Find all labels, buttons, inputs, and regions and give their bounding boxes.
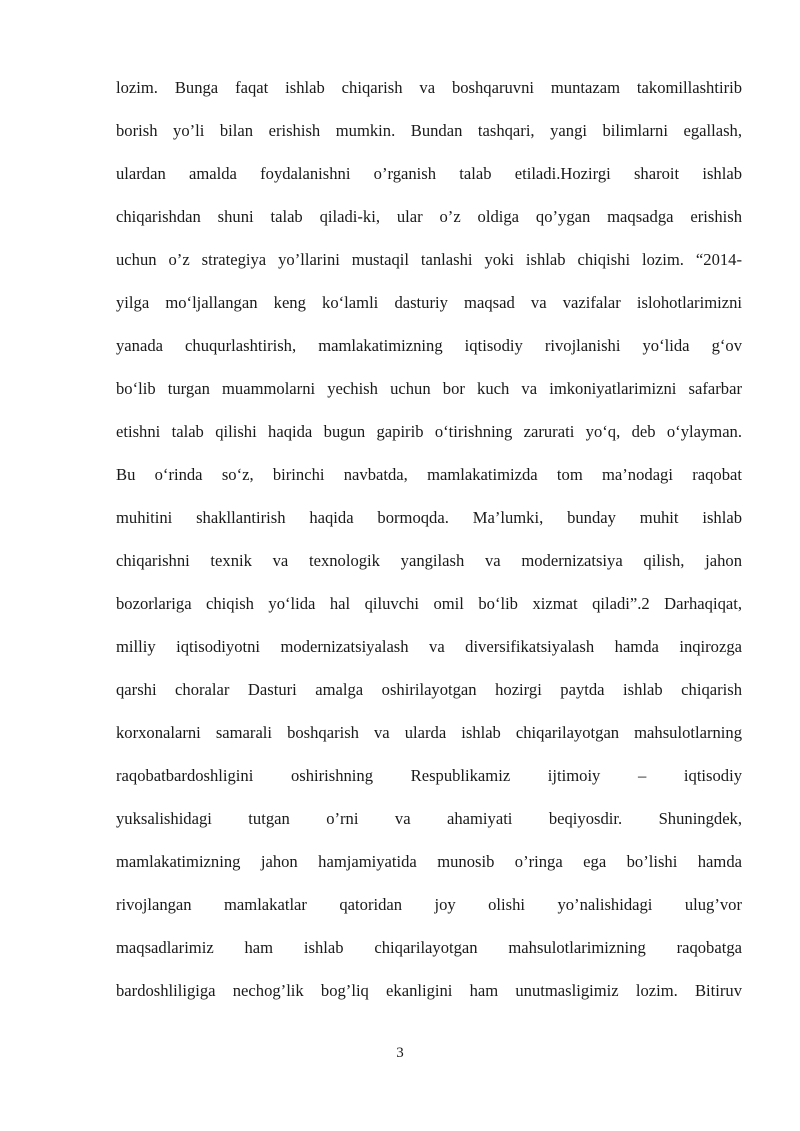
text-line: lozim. Bunga faqat ishlab chiqarish va boshqaruvni muntazam takomillashtirib: [116, 78, 742, 97]
text-line: uchun o’z strategiya yo’llarini mustaqil tanlashi yoki ishlab chiqishi lozim. “2014-: [116, 250, 742, 269]
text-line: yuksalishidagi tutgan o’rni va ahamiyati beqiyosdir. Shuningdek,: [116, 809, 742, 828]
text-line: bardoshliligiga nechog’lik bog’liq ekanligini ham unutmasligimiz lozim. Bitiruv: [116, 981, 742, 1000]
text-line: Bu o‘rinda so‘z, birinchi navbatda, mamlakatimizda tom ma’nodagi raqobat: [116, 465, 742, 484]
text-line: ulardan amalda foydalanishni o’rganish talab etiladi.Hozirgi sharoit ishlab: [116, 164, 742, 183]
text-line: etishni talab qilishi haqida bugun gapirib o‘tirishning zarurati yo‘q, deb o‘ylayman.: [116, 422, 742, 441]
text-line: chiqarishni texnik va texnologik yangilash va modernizatsiya qilish, jahon: [116, 551, 742, 570]
text-line: qarshi choralar Dasturi amalga oshirilayotgan hozirgi paytda ishlab chiqarish: [116, 680, 742, 699]
text-line: bozorlariga chiqish yo‘lida hal qiluvchi omil bo‘lib xizmat qiladi”.2 Darhaqiqat,: [116, 594, 742, 613]
text-line: rivojlangan mamlakatlar qatoridan joy olishi yo’nalishidagi ulug’vor: [116, 895, 742, 914]
text-line: muhitini shakllantirish haqida bormoqda. Ma’lumki, bunday muhit ishlab: [116, 508, 742, 527]
text-line: korxonalarni samarali boshqarish va ularda ishlab chiqarilayotgan mahsulotlarning: [116, 723, 742, 742]
text-line: maqsadlarimiz ham ishlab chiqarilayotgan mahsulotlarimizning raqobatga: [116, 938, 742, 957]
text-line: raqobatbardoshligini oshirishning Respublikamiz ijtimoiy – iqtisodiy: [116, 766, 742, 785]
text-line: borish yo’li bilan erishish mumkin. Bundan tashqari, yangi bilimlarni egallash,: [116, 121, 742, 140]
text-line: milliy iqtisodiyotni modernizatsiyalash va diversifikatsiyalash hamda inqirozga: [116, 637, 742, 656]
text-line: bo‘lib turgan muammolarni yechish uchun bor kuch va imkoniyatlarimizni safarbar: [116, 379, 742, 398]
text-line: yilga mo‘ljallangan keng ko‘lamli dasturiy maqsad va vazifalar islohotlarimizni: [116, 293, 742, 312]
text-line: chiqarishdan shuni talab qiladi-ki, ular o’z oldiga qo’ygan maqsadga erishish: [116, 207, 742, 226]
text-line: mamlakatimizning jahon hamjamiyatida munosib o’ringa ega bo’lishi hamda: [116, 852, 742, 871]
text-line: yanada chuqurlashtirish, mamlakatimizning iqtisodiy rivojlanishi yo‘lida g‘ov: [116, 336, 742, 355]
page-number: 3: [396, 1045, 404, 1061]
